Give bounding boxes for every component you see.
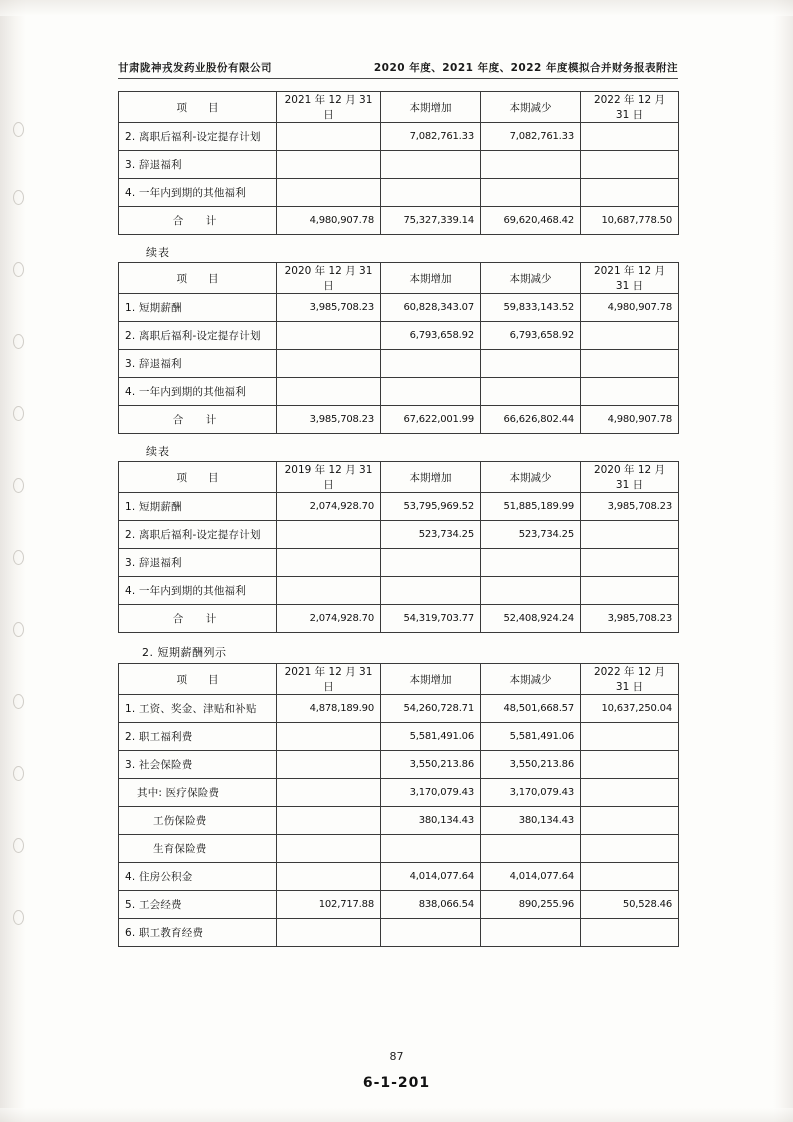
- binding-hole-mark: [13, 122, 24, 137]
- cell-increase: [381, 151, 481, 179]
- cell-decrease: [481, 577, 581, 605]
- table-short-term-salary: [118, 663, 679, 947]
- binding-hole-mark: [13, 838, 24, 853]
- row-label: 2. 离职后福利-设定提存计划: [119, 322, 277, 350]
- table-row: [119, 151, 679, 179]
- table-row: [119, 891, 679, 919]
- table-row: [119, 695, 679, 723]
- col-header-decrease: 本期减少: [481, 664, 581, 695]
- row-label-total: 合 计: [119, 207, 277, 235]
- binding-hole-mark: [13, 190, 24, 205]
- row-label: 4. 一年内到期的其他福利: [119, 179, 277, 207]
- cell-increase: [381, 577, 481, 605]
- binding-hole-mark: [13, 910, 24, 925]
- cell-closing: [581, 751, 679, 779]
- row-label: 其中: 医疗保险费: [119, 779, 277, 807]
- table-2020: [118, 461, 679, 633]
- cell-opening: 3,985,708.23: [277, 294, 381, 322]
- col-header-opening: 2019 年 12 月 31 日: [277, 462, 381, 493]
- col-header-item: 项 目: [119, 92, 277, 123]
- cell-opening: [277, 151, 381, 179]
- continued-label: 续表: [146, 445, 170, 458]
- cell-decrease: [481, 835, 581, 863]
- cell-decrease: 69,620,468.42: [481, 207, 581, 235]
- row-label: 2. 职工福利费: [119, 723, 277, 751]
- scan-edge-top: [0, 0, 793, 16]
- col-header-increase: 本期增加: [381, 92, 481, 123]
- col-header-increase: 本期增加: [381, 462, 481, 493]
- col-header-decrease: 本期减少: [481, 462, 581, 493]
- cell-increase: 67,622,001.99: [381, 406, 481, 434]
- cell-opening: [277, 863, 381, 891]
- table-2022: [118, 91, 679, 235]
- table-2021: [118, 262, 679, 434]
- cell-decrease: [481, 350, 581, 378]
- cell-increase: 838,066.54: [381, 891, 481, 919]
- row-label: 生育保险费: [119, 835, 277, 863]
- cell-opening: 4,878,189.90: [277, 695, 381, 723]
- cell-opening: [277, 378, 381, 406]
- table-total-row: [119, 605, 679, 633]
- cell-increase: [381, 179, 481, 207]
- cell-closing: [581, 807, 679, 835]
- row-label: 工伤保险费: [119, 807, 277, 835]
- col-header-increase: 本期增加: [381, 263, 481, 294]
- cell-closing: [581, 322, 679, 350]
- cell-closing: [581, 521, 679, 549]
- cell-closing: [581, 779, 679, 807]
- cell-increase: [381, 350, 481, 378]
- cell-opening: [277, 179, 381, 207]
- cell-decrease: 66,626,802.44: [481, 406, 581, 434]
- row-label: 1. 短期薪酬: [119, 493, 277, 521]
- col-header-closing: 2022 年 12 月 31 日: [581, 664, 679, 695]
- section-heading: 2. 短期薪酬列示: [142, 646, 227, 659]
- page-content: [118, 60, 678, 947]
- cell-opening: [277, 322, 381, 350]
- col-header-item: 项 目: [119, 263, 277, 294]
- binding-hole-mark: [13, 550, 24, 565]
- table-header-row: [119, 664, 679, 695]
- cell-increase: 3,550,213.86: [381, 751, 481, 779]
- cell-decrease: 3,170,079.43: [481, 779, 581, 807]
- cell-closing: [581, 378, 679, 406]
- table-row: [119, 779, 679, 807]
- row-label: 1. 工资、奖金、津贴和补贴: [119, 695, 277, 723]
- cell-decrease: [481, 919, 581, 947]
- company-name: 甘肃陇神戎发药业股份有限公司: [118, 62, 272, 74]
- cell-increase: 7,082,761.33: [381, 123, 481, 151]
- table-row: [119, 123, 679, 151]
- binding-hole-mark: [13, 478, 24, 493]
- table-row: [119, 863, 679, 891]
- table-row: [119, 294, 679, 322]
- cell-decrease: 51,885,189.99: [481, 493, 581, 521]
- table-total-row: [119, 207, 679, 235]
- row-label: 2. 离职后福利-设定提存计划: [119, 521, 277, 549]
- table-row: [119, 549, 679, 577]
- cell-closing: [581, 863, 679, 891]
- cell-increase: [381, 919, 481, 947]
- row-label: 1. 短期薪酬: [119, 294, 277, 322]
- cell-increase: 523,734.25: [381, 521, 481, 549]
- row-label: 2. 离职后福利-设定提存计划: [119, 123, 277, 151]
- table-header-row: [119, 92, 679, 123]
- row-label: 4. 一年内到期的其他福利: [119, 378, 277, 406]
- cell-increase: 380,134.43: [381, 807, 481, 835]
- row-label: 4. 住房公积金: [119, 863, 277, 891]
- cell-closing: 3,985,708.23: [581, 605, 679, 633]
- cell-increase: 53,795,969.52: [381, 493, 481, 521]
- cell-opening: [277, 835, 381, 863]
- binding-hole-mark: [13, 262, 24, 277]
- cell-decrease: 52,408,924.24: [481, 605, 581, 633]
- cell-decrease: [481, 151, 581, 179]
- table-total-row: [119, 406, 679, 434]
- cell-decrease: [481, 549, 581, 577]
- cell-increase: 54,319,703.77: [381, 605, 481, 633]
- cell-decrease: [481, 179, 581, 207]
- cell-increase: 3,170,079.43: [381, 779, 481, 807]
- cell-increase: [381, 549, 481, 577]
- cell-opening: [277, 919, 381, 947]
- cell-decrease: 59,833,143.52: [481, 294, 581, 322]
- cell-opening: 2,074,928.70: [277, 493, 381, 521]
- table-header-row: [119, 462, 679, 493]
- cell-opening: 2,074,928.70: [277, 605, 381, 633]
- col-header-closing: 2021 年 12 月 31 日: [581, 263, 679, 294]
- table-row: [119, 521, 679, 549]
- table-row: [119, 378, 679, 406]
- cell-increase: 5,581,491.06: [381, 723, 481, 751]
- cell-closing: 50,528.46: [581, 891, 679, 919]
- cell-decrease: 48,501,668.57: [481, 695, 581, 723]
- table-row: [119, 179, 679, 207]
- cell-increase: 6,793,658.92: [381, 322, 481, 350]
- cell-closing: [581, 919, 679, 947]
- cell-opening: [277, 807, 381, 835]
- cell-increase: 4,014,077.64: [381, 863, 481, 891]
- col-header-closing: 2020 年 12 月 31 日: [581, 462, 679, 493]
- cell-closing: 3,985,708.23: [581, 493, 679, 521]
- row-label: 3. 社会保险费: [119, 751, 277, 779]
- page-number: 87: [389, 1050, 404, 1063]
- row-label: 3. 辞退福利: [119, 350, 277, 378]
- cell-closing: [581, 723, 679, 751]
- binding-hole-mark: [13, 622, 24, 637]
- row-label: 3. 辞退福利: [119, 549, 277, 577]
- cell-opening: [277, 577, 381, 605]
- cell-decrease: 4,014,077.64: [481, 863, 581, 891]
- cell-decrease: 7,082,761.33: [481, 123, 581, 151]
- cell-opening: [277, 549, 381, 577]
- cell-decrease: [481, 378, 581, 406]
- cell-closing: 10,637,250.04: [581, 695, 679, 723]
- scan-edge-right: [773, 0, 793, 1122]
- cell-opening: [277, 123, 381, 151]
- col-header-opening: 2021 年 12 月 31 日: [277, 92, 381, 123]
- cell-decrease: 6,793,658.92: [481, 322, 581, 350]
- cell-opening: 102,717.88: [277, 891, 381, 919]
- cell-decrease: 890,255.96: [481, 891, 581, 919]
- table-row: [119, 493, 679, 521]
- cell-closing: 4,980,907.78: [581, 294, 679, 322]
- document-code: 6-1-201: [362, 1075, 431, 1091]
- row-label: 4. 一年内到期的其他福利: [119, 577, 277, 605]
- cell-closing: [581, 123, 679, 151]
- cell-closing: [581, 577, 679, 605]
- row-label-total: 合 计: [119, 406, 277, 434]
- page-footer: [0, 1050, 793, 1091]
- col-header-item: 项 目: [119, 664, 277, 695]
- table-row: [119, 577, 679, 605]
- table-row: [119, 723, 679, 751]
- cell-increase: 54,260,728.71: [381, 695, 481, 723]
- cell-decrease: 380,134.43: [481, 807, 581, 835]
- cell-closing: [581, 549, 679, 577]
- col-header-opening: 2021 年 12 月 31 日: [277, 664, 381, 695]
- document-title: 2020 年度、2021 年度、2022 年度模拟合并财务报表附注: [373, 62, 678, 74]
- binding-hole-mark: [13, 406, 24, 421]
- scan-edge-bottom: [0, 1108, 793, 1122]
- cell-increase: 60,828,343.07: [381, 294, 481, 322]
- cell-closing: [581, 151, 679, 179]
- col-header-item: 项 目: [119, 462, 277, 493]
- table-header-row: [119, 263, 679, 294]
- cell-decrease: 523,734.25: [481, 521, 581, 549]
- binding-hole-mark: [13, 334, 24, 349]
- table-row: [119, 322, 679, 350]
- cell-increase: 75,327,339.14: [381, 207, 481, 235]
- table-row: [119, 835, 679, 863]
- page-header: [118, 60, 678, 79]
- binding-hole-mark: [13, 766, 24, 781]
- cell-opening: [277, 751, 381, 779]
- cell-opening: [277, 350, 381, 378]
- col-header-decrease: 本期减少: [481, 263, 581, 294]
- cell-increase: [381, 378, 481, 406]
- col-header-increase: 本期增加: [381, 664, 481, 695]
- cell-closing: [581, 350, 679, 378]
- cell-opening: [277, 779, 381, 807]
- table-row: [119, 919, 679, 947]
- col-header-decrease: 本期减少: [481, 92, 581, 123]
- cell-opening: 3,985,708.23: [277, 406, 381, 434]
- cell-opening: [277, 723, 381, 751]
- row-label-total: 合 计: [119, 605, 277, 633]
- cell-decrease: 3,550,213.86: [481, 751, 581, 779]
- col-header-closing: 2022 年 12 月 31 日: [581, 92, 679, 123]
- cell-closing: 4,980,907.78: [581, 406, 679, 434]
- binding-hole-mark: [13, 694, 24, 709]
- table-row: [119, 807, 679, 835]
- cell-closing: [581, 179, 679, 207]
- cell-increase: [381, 835, 481, 863]
- cell-opening: [277, 521, 381, 549]
- table-row: [119, 751, 679, 779]
- cell-closing: 10,687,778.50: [581, 207, 679, 235]
- cell-opening: 4,980,907.78: [277, 207, 381, 235]
- table-row: [119, 350, 679, 378]
- row-label: 5. 工会经费: [119, 891, 277, 919]
- cell-closing: [581, 835, 679, 863]
- row-label: 6. 职工教育经费: [119, 919, 277, 947]
- row-label: 3. 辞退福利: [119, 151, 277, 179]
- col-header-opening: 2020 年 12 月 31 日: [277, 263, 381, 294]
- cell-decrease: 5,581,491.06: [481, 723, 581, 751]
- continued-label: 续表: [146, 246, 170, 259]
